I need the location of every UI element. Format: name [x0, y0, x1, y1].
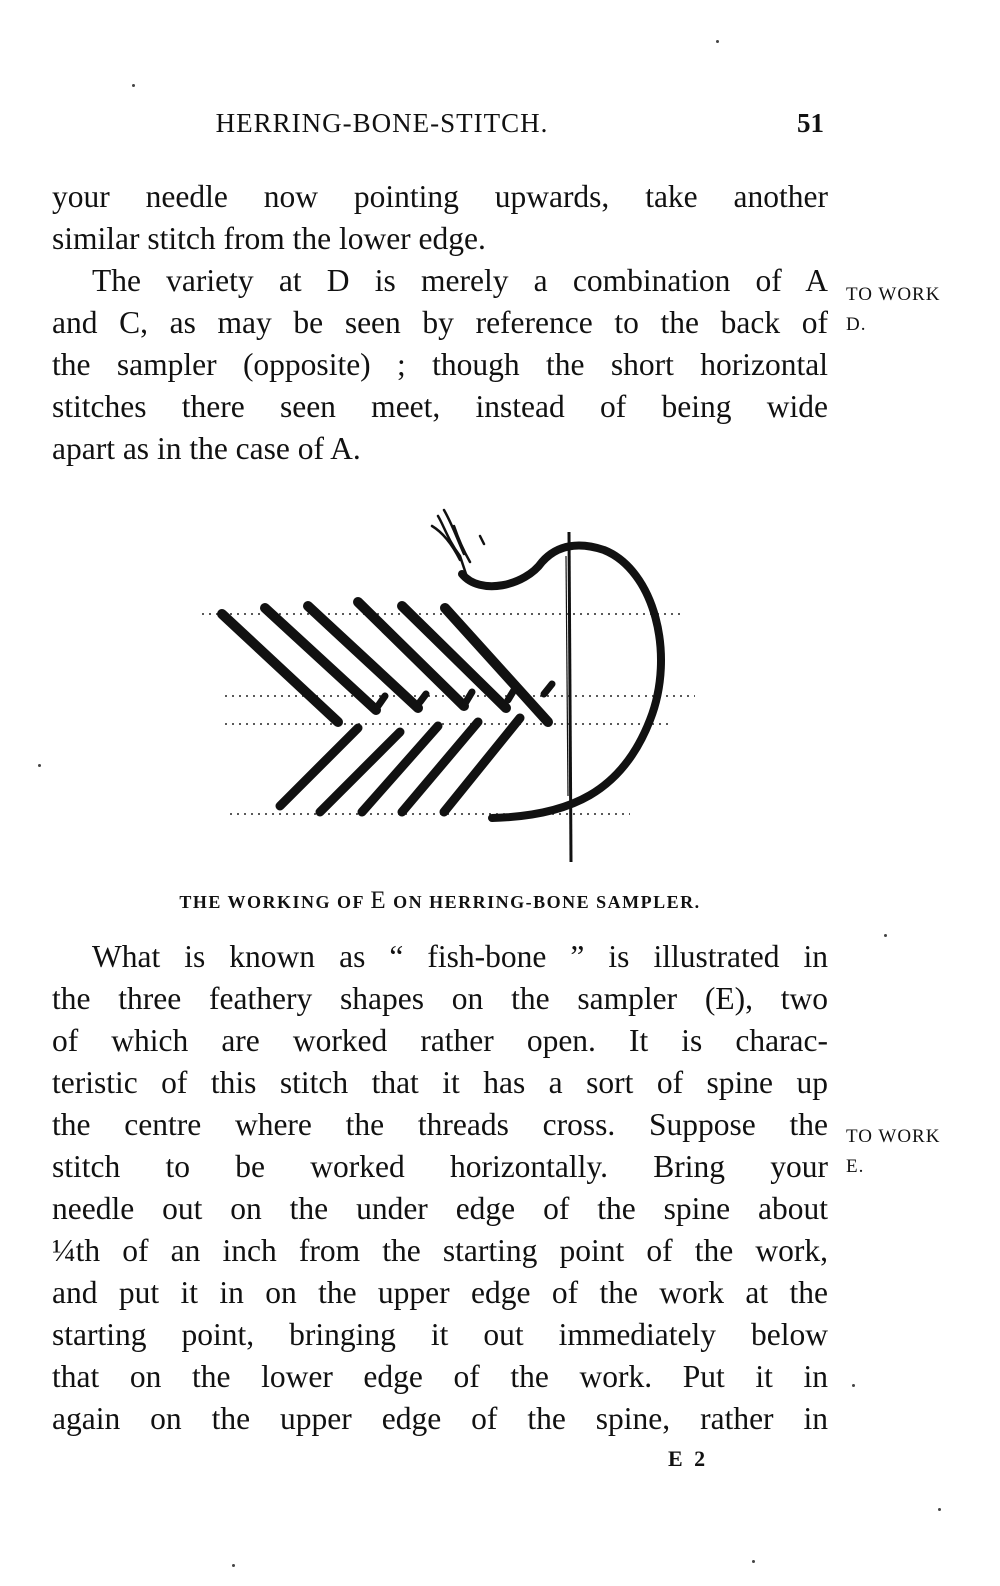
text-line: again on the upper edge of the spine, rather in [52, 1401, 828, 1436]
text-line: apart as in the case of A. [52, 431, 361, 466]
text-line: stitch to be worked horizontally. Bring your [52, 1149, 828, 1184]
margin-note-line: E. [846, 1156, 865, 1177]
text-line: The variety at D is merely a combination of A [92, 263, 828, 298]
margin-note-d [846, 280, 940, 340]
paper-speck [232, 1564, 235, 1567]
text-line: of which are worked rather open. It is charac- [52, 1023, 828, 1058]
upper-stitches [222, 602, 548, 722]
paper-speck [884, 934, 887, 937]
text-line: needle out on the under edge of the spine about [52, 1191, 828, 1226]
margin-note-line: TO WORK [846, 1126, 941, 1147]
needle [566, 532, 571, 862]
guide-lines [202, 614, 695, 814]
running-head [52, 108, 832, 144]
paragraph-2 [52, 936, 828, 1440]
herring-bone-illustration [180, 496, 720, 876]
signature-mark: E 2 [668, 1446, 709, 1471]
text-line: ¼th of an inch from the starting point of the work, [52, 1233, 828, 1268]
text-line: stitches there seen meet, instead of being wide [52, 389, 828, 424]
paper-speck [716, 40, 719, 43]
margin-note-e [846, 1122, 940, 1182]
margin-note-line: TO WORK [846, 284, 941, 305]
text-line: your needle now pointing upwards, take another [52, 179, 828, 214]
lower-stitches [280, 718, 520, 812]
text-line: and C, as may be seen by reference to the back of [52, 305, 828, 340]
text-line: the three feathery shapes on the sampler (E), two [52, 981, 828, 1016]
paragraph-1 [52, 176, 828, 470]
text-line: the sampler (opposite) ; though the short horizontal [52, 347, 828, 382]
text-line: and put it in on the upper edge of the work at the [52, 1275, 828, 1310]
text-line: starting point, bringing it out immediately below [52, 1317, 828, 1352]
text-line: teristic of this stitch that it has a sort of spine up [52, 1065, 828, 1100]
caption-text: THE WORKING OF [179, 892, 365, 912]
figure-caption [0, 887, 880, 915]
thread [462, 546, 661, 818]
text-line: the centre where the threads cross. Suppose the [52, 1107, 828, 1142]
stitch-diagram [180, 496, 720, 876]
page-number: 51 [797, 108, 824, 138]
paper-speck [132, 84, 135, 87]
paper-speck [752, 1560, 755, 1563]
paper-speck [938, 1508, 941, 1511]
running-title: HERRING-BONE-STITCH. [215, 108, 549, 138]
text-line: What is known as “ fish-bone ” is illustrated in [92, 939, 828, 974]
caption-text: ON HERRING-BONE SAMPLER. [393, 892, 701, 912]
caption-letter: E [370, 887, 388, 914]
text-line: that on the lower edge of the work. Put it in [52, 1359, 828, 1394]
thread-end [432, 510, 484, 574]
margin-note-line: D. [846, 314, 867, 335]
text-line: similar stitch from the lower edge. [52, 221, 486, 256]
paper-speck [38, 764, 41, 767]
paper-speck [852, 1384, 855, 1387]
